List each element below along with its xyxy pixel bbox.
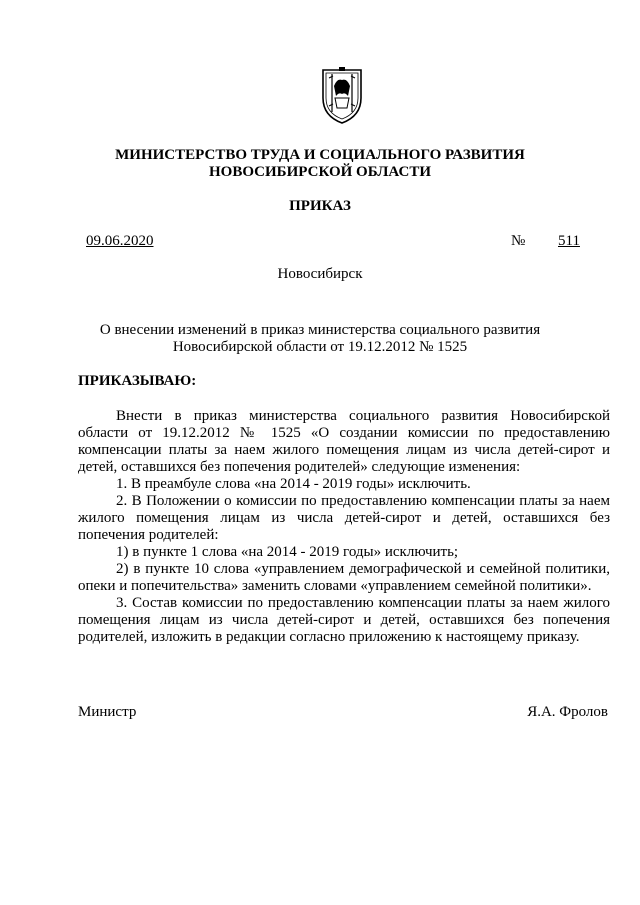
document-type: ПРИКАЗ: [289, 198, 351, 214]
city: Новосибирск: [277, 266, 363, 282]
paragraph-item-1: 1. В преамбуле слова «на 2014 - 2019 годы» исключить.: [116, 476, 471, 492]
signatory-name: Я.А. Фролов: [527, 704, 608, 720]
signatory-position: Министр: [78, 704, 137, 720]
paragraph-subitem-2: 2) в пункте 10 слова «управлением демографической и семейной политики, опеки и попечительства» заменить словами «управлением семейной политики».: [78, 561, 610, 594]
subject-line1: О внесении изменений в приказ министерства социального развития: [99, 322, 541, 338]
order-subject: [0, 322, 640, 356]
ministry-title-line1: МИНИСТЕРСТВО ТРУДА И СОЦИАЛЬНОГО РАЗВИТИЯ: [115, 147, 525, 163]
paragraph-item-3: 3. Состав комиссии по предоставлению компенсации платы за наем жилого помещения лицам из числа детей-сирот и детей, оставшихся без попечения родителей, изложить в редакции согласно приложению к настоящему приказу.: [78, 595, 610, 645]
order-number: 511: [558, 233, 580, 249]
order-date: 09.06.2020: [86, 233, 154, 249]
coat-of-arms-icon: [317, 66, 367, 126]
paragraph-subitem-1: 1) в пункте 1 слова «на 2014 - 2019 годы» исключить;: [116, 544, 459, 560]
order-body: [78, 408, 610, 646]
ministry-title: [0, 147, 640, 181]
paragraph-intro: Внести в приказ министерства социального развития Новосибирской области от 19.12.2012 № 1525 «О создании комиссии по предоставлению компенсации платы за наем жилого помещения лицам из числа детей-сирот и детей, оставшихся без попечения родителей» следующие изменения:: [78, 408, 610, 475]
paragraph-item-2: 2. В Положении о комиссии по предоставлению компенсации платы за наем жилого помещения лицам из числа детей-сирот и детей, оставшихся без попечения родителей:: [78, 493, 610, 543]
subject-line2: Новосибирской области от 19.12.2012 № 1525: [172, 339, 468, 355]
number-sign: №: [511, 233, 526, 249]
decree-word: ПРИКАЗЫВАЮ:: [78, 373, 197, 389]
ministry-title-line2: НОВОСИБИРСКОЙ ОБЛАСТИ: [208, 164, 432, 180]
